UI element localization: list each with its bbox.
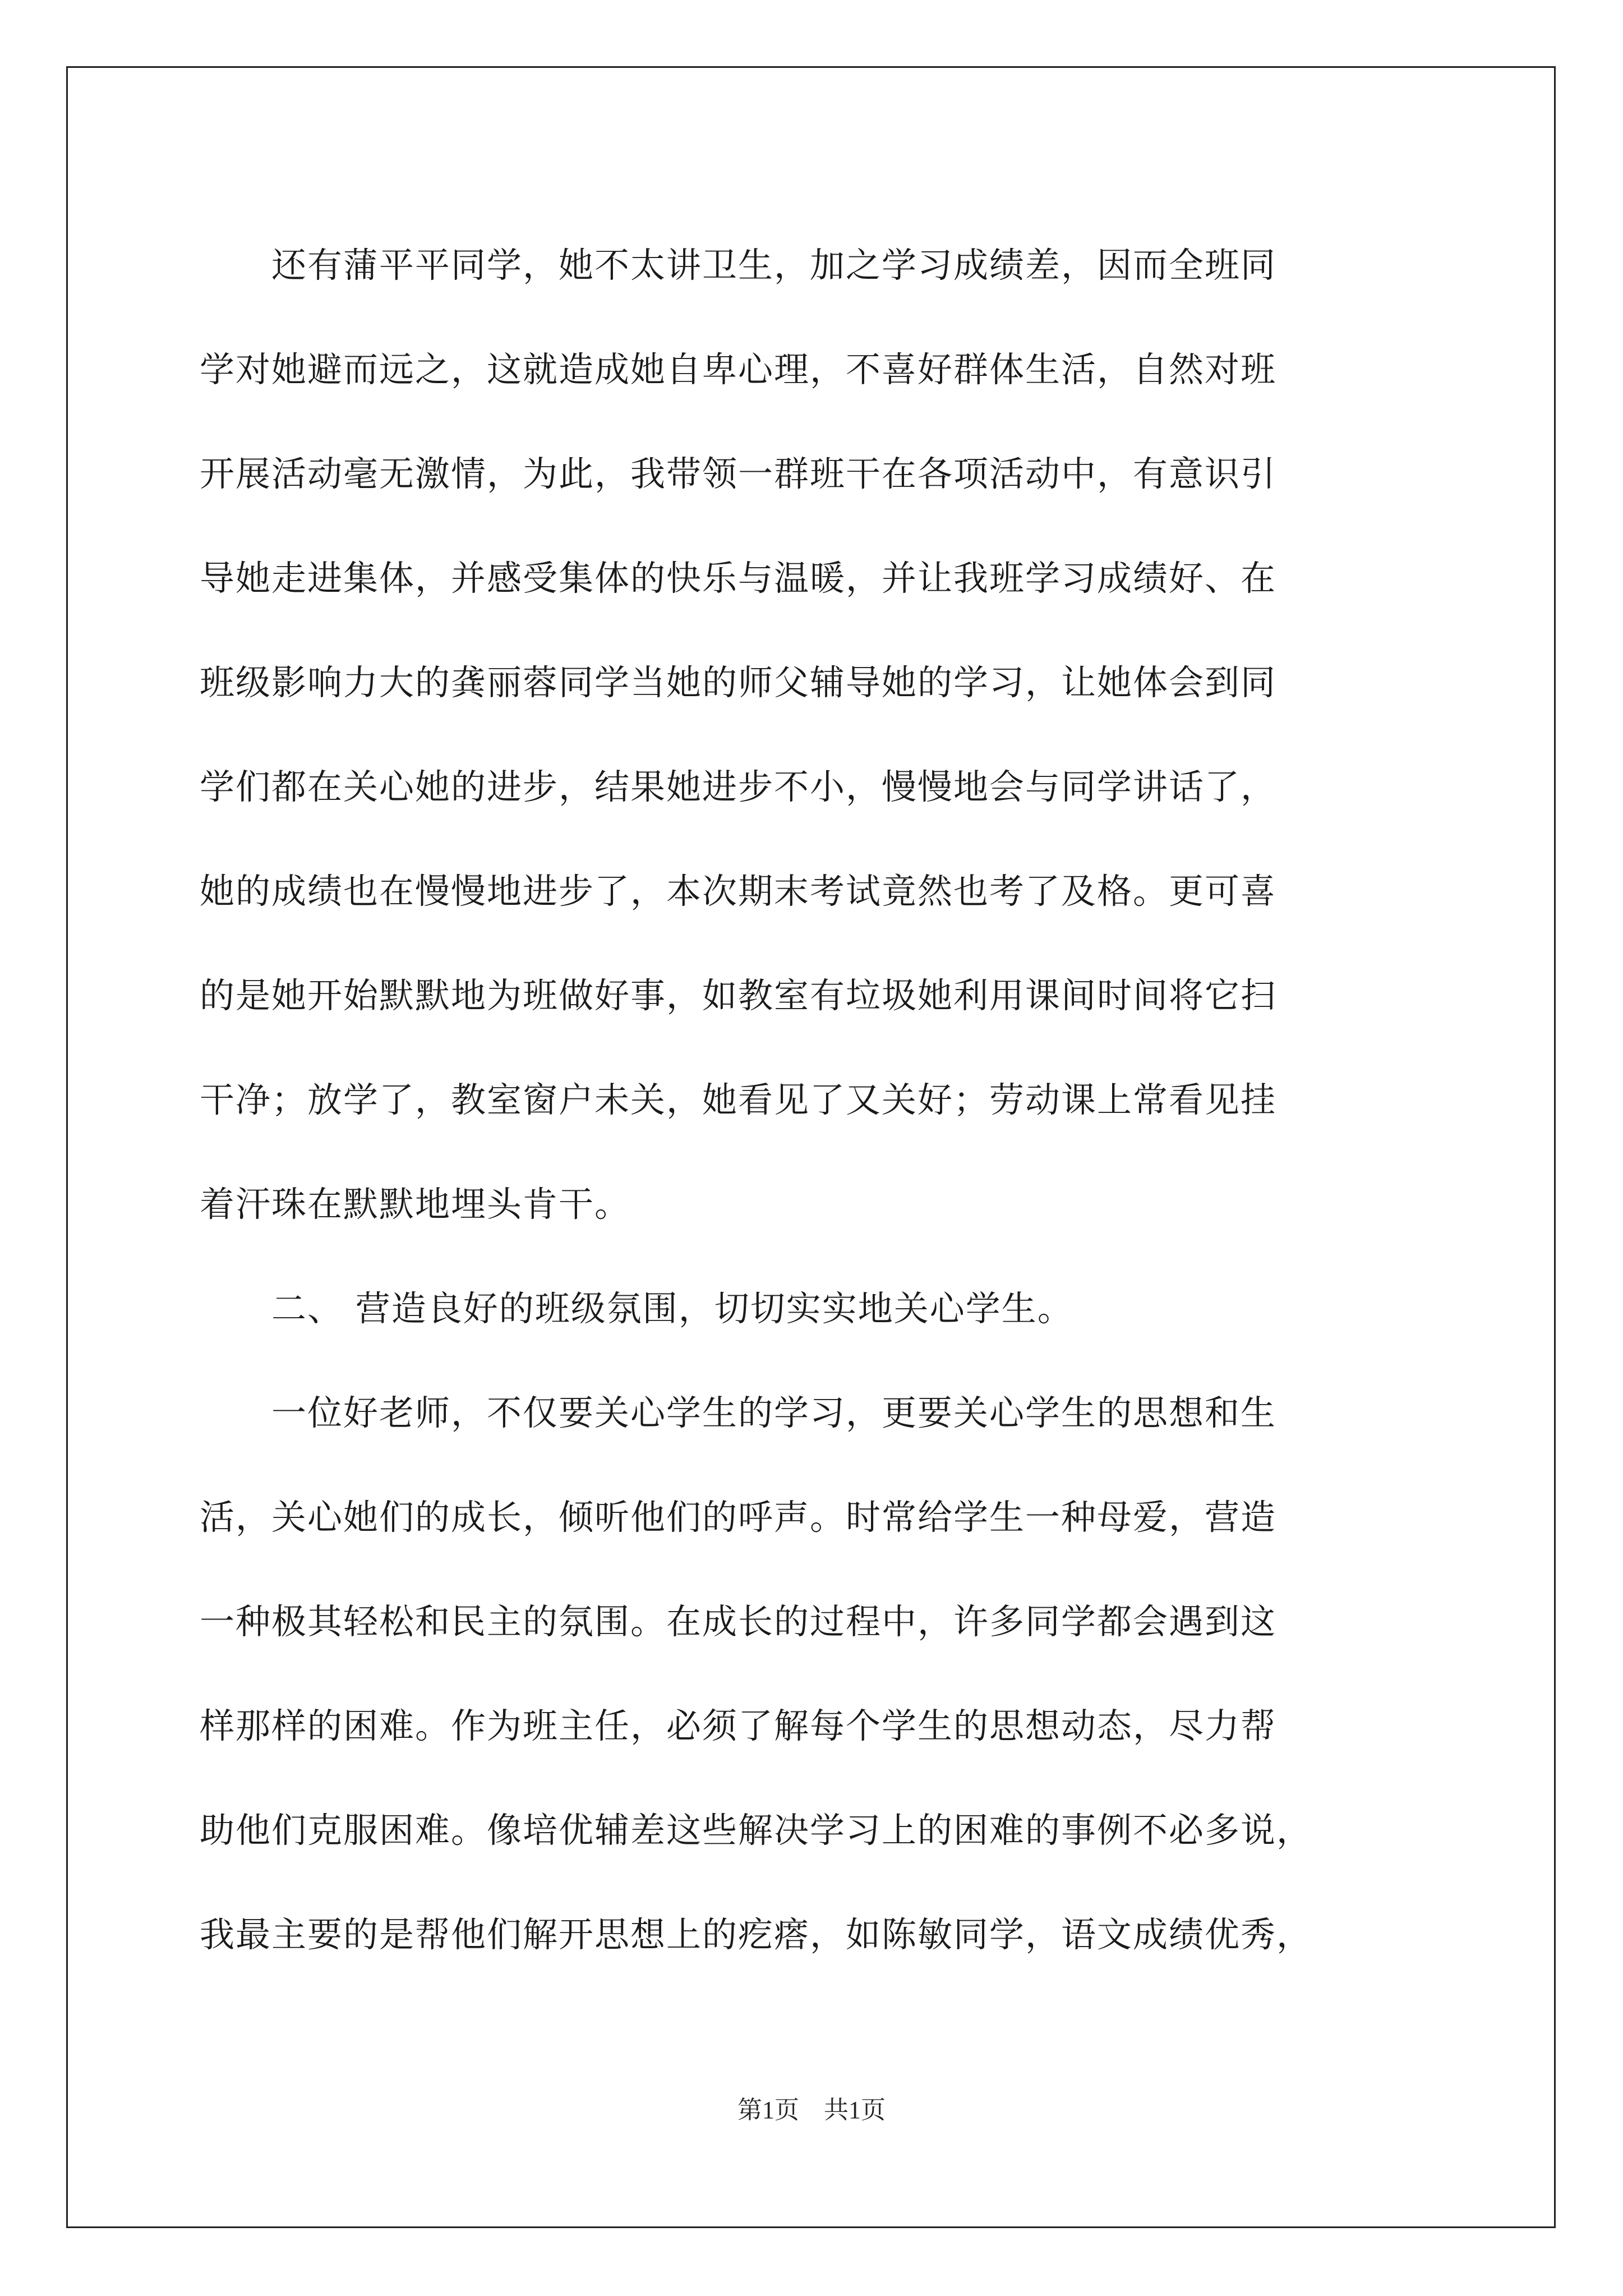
text-line-5: 班级影响力大的龚丽蓉同学当她的师父辅导她的学习，让她体会到同 <box>200 662 1277 703</box>
text-line-10: 着汗珠在默默地埋头肯干。 <box>200 1184 631 1225</box>
section-heading: 二、 营造良好的班级氛围，切切实实地关心学生。 <box>200 1288 1073 1329</box>
text-line-3: 开展活动毫无激情，为此，我带领一群班干在各项活动中，有意识引 <box>200 453 1277 494</box>
text-line-1: 还有蒲平平同学，她不太讲卫生，加之学习成绩差，因而全班同 <box>200 245 1277 286</box>
text-line-12: 一位好老师，不仅要关心学生的学习，更要关心学生的思想和生 <box>200 1392 1277 1433</box>
text-line-6: 学们都在关心她的进步，结果她进步不小，慢慢地会与同学讲话了， <box>200 766 1277 807</box>
text-line-16: 助他们克服困难。像培优辅差这些解决学习上的困难的事例不必多说， <box>200 1810 1313 1851</box>
document-body <box>200 213 1428 1987</box>
page-number-footer: 第1页 共1页 <box>737 2096 886 2124</box>
text-line-4: 导她走进集体，并感受集体的快乐与温暖，并让我班学习成绩好、在 <box>200 558 1277 599</box>
text-line-13: 活，关心她们的成长，倾听他们的呼声。时常给学生一种母爱，营造 <box>200 1497 1277 1538</box>
text-line-17: 我最主要的是帮他们解开思想上的疙瘩，如陈敏同学，语文成绩优秀， <box>200 1914 1313 1955</box>
text-line-15: 样那样的困难。作为班主任，必须了解每个学生的思想动态，尽力帮 <box>200 1705 1277 1746</box>
text-line-8: 的是她开始默默地为班做好事，如教室有垃圾她利用课间时间将它扫 <box>200 975 1277 1016</box>
text-line-7: 她的成绩也在慢慢地进步了，本次期末考试竟然也考了及格。更可喜 <box>200 871 1277 912</box>
text-line-2: 学对她避而远之，这就造成她自卑心理，不喜好群体生活，自然对班 <box>200 349 1277 390</box>
text-line-9: 干净；放学了，教室窗户未关，她看见了又关好；劳动课上常看见挂 <box>200 1079 1277 1120</box>
text-line-14: 一种极其轻松和民主的氛围。在成长的过程中，许多同学都会遇到这 <box>200 1601 1277 1642</box>
